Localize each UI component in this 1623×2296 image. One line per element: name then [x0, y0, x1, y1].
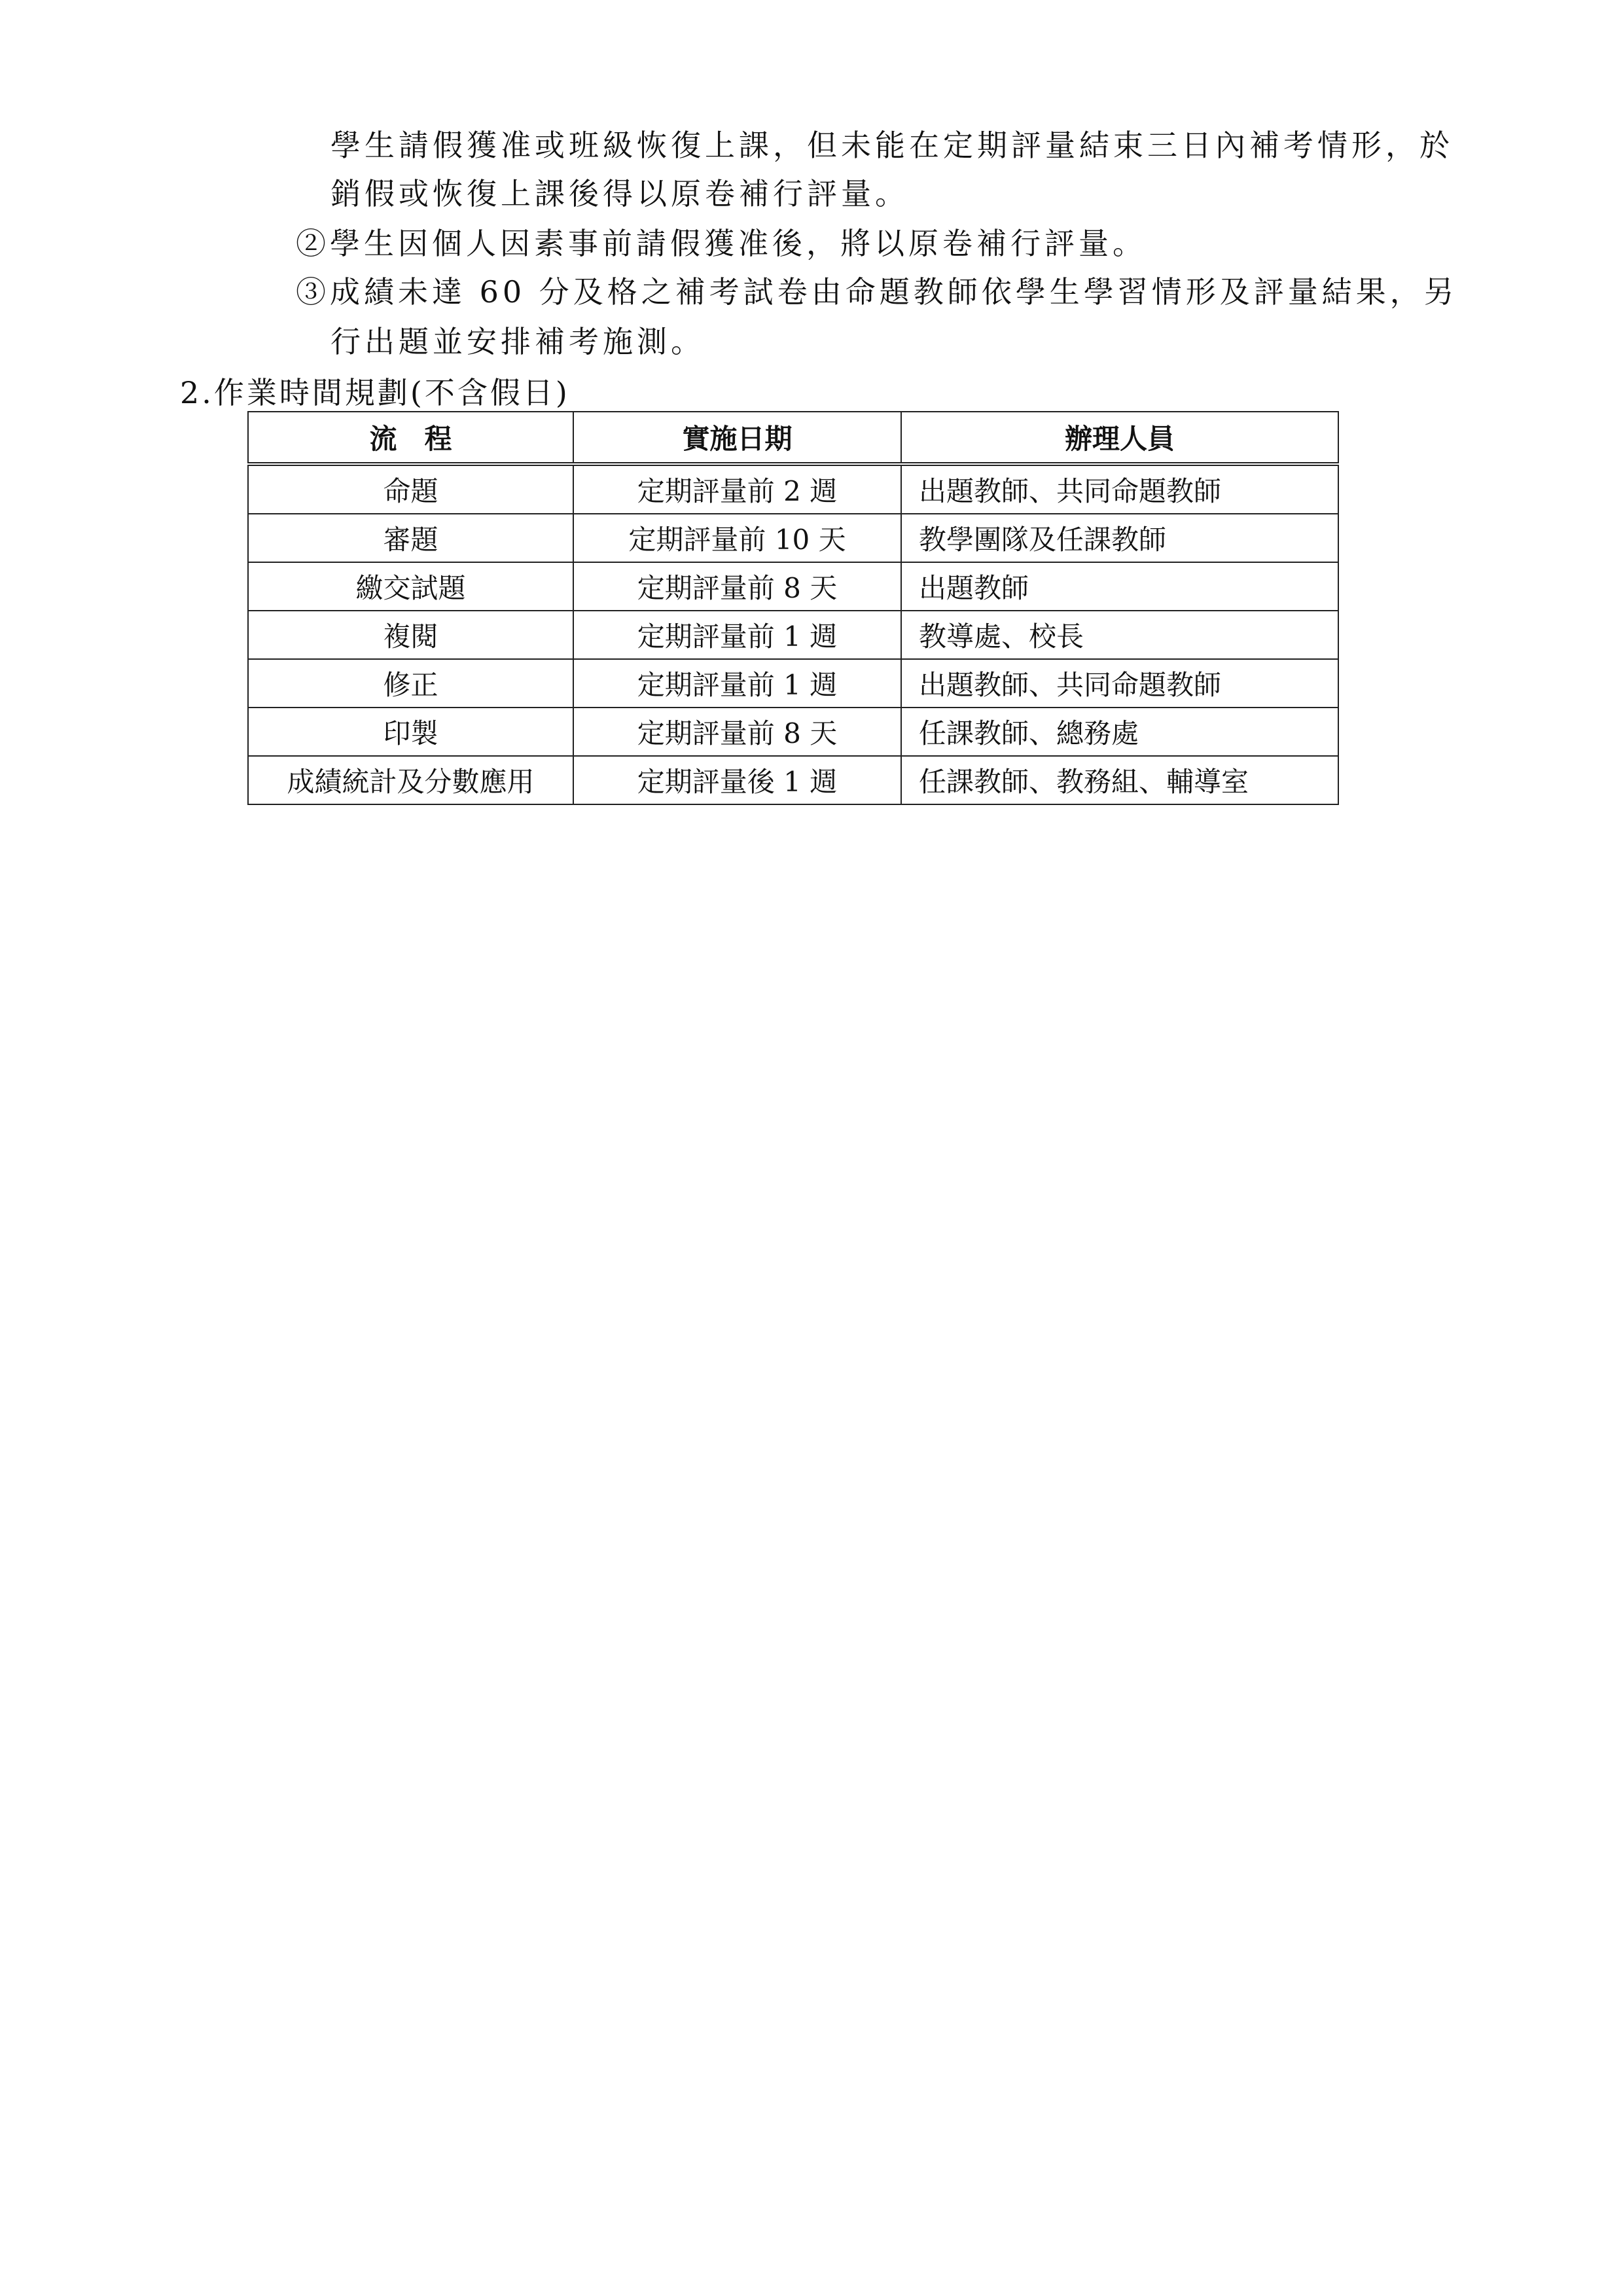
cell-date: 定期評量前 1 週: [573, 611, 901, 659]
paragraph-line: 銷假或恢復上課後得以原卷補行評量。: [330, 176, 909, 211]
paragraph-line: 學生請假獲准或班級恢復上課，但未能在定期評量結束三日內補考情形，於: [330, 128, 1454, 163]
cell-date: 定期評量前 1 週: [573, 659, 901, 708]
cell-step: 繳交試題: [248, 562, 573, 611]
cell-step: 複閱: [248, 611, 573, 659]
paragraph-item-3: ③成績未達 60 分及格之補考試卷由命題教師依學生學習情形及評量結果，另: [296, 274, 1458, 310]
cell-date: 定期評量前 2 週: [573, 464, 901, 514]
table-row: [248, 659, 1338, 708]
cell-step: 審題: [248, 514, 573, 562]
cell-staff: 任課教師、教務組、輔導室: [901, 756, 1338, 804]
cell-date: 定期評量後 1 週: [573, 756, 901, 804]
schedule-table: [247, 411, 1339, 805]
cell-staff: 教導處、校長: [901, 611, 1338, 659]
table-row: [248, 514, 1338, 562]
header-staff: 辦理人員: [901, 412, 1338, 464]
cell-date: 定期評量前 8 天: [573, 708, 901, 756]
table-row: [248, 611, 1338, 659]
section-title: 2.作業時間規劃(不含假日): [180, 375, 570, 410]
cell-staff: 教學團隊及任課教師: [901, 514, 1338, 562]
cell-step: 修正: [248, 659, 573, 708]
cell-step: 成績統計及分數應用: [248, 756, 573, 804]
header-date: 實施日期: [573, 412, 901, 464]
cell-staff: 出題教師、共同命題教師: [901, 659, 1338, 708]
cell-date: 定期評量前 8 天: [573, 562, 901, 611]
cell-step: 印製: [248, 708, 573, 756]
table-row: [248, 464, 1338, 514]
paragraph-item-2: ②學生因個人因素事前請假獲准後，將以原卷補行評量。: [296, 226, 1147, 261]
cell-staff: 任課教師、總務處: [901, 708, 1338, 756]
cell-staff: 出題教師、共同命題教師: [901, 464, 1338, 514]
table-header-row: [248, 412, 1338, 464]
table-row: [248, 562, 1338, 611]
cell-staff: 出題教師: [901, 562, 1338, 611]
table-row: [248, 708, 1338, 756]
paragraph-line: 行出題並安排補考施測。: [330, 324, 705, 359]
header-process: 流 程: [248, 412, 573, 464]
cell-step: 命題: [248, 464, 573, 514]
cell-date: 定期評量前 10 天: [573, 514, 901, 562]
table-row: [248, 756, 1338, 804]
